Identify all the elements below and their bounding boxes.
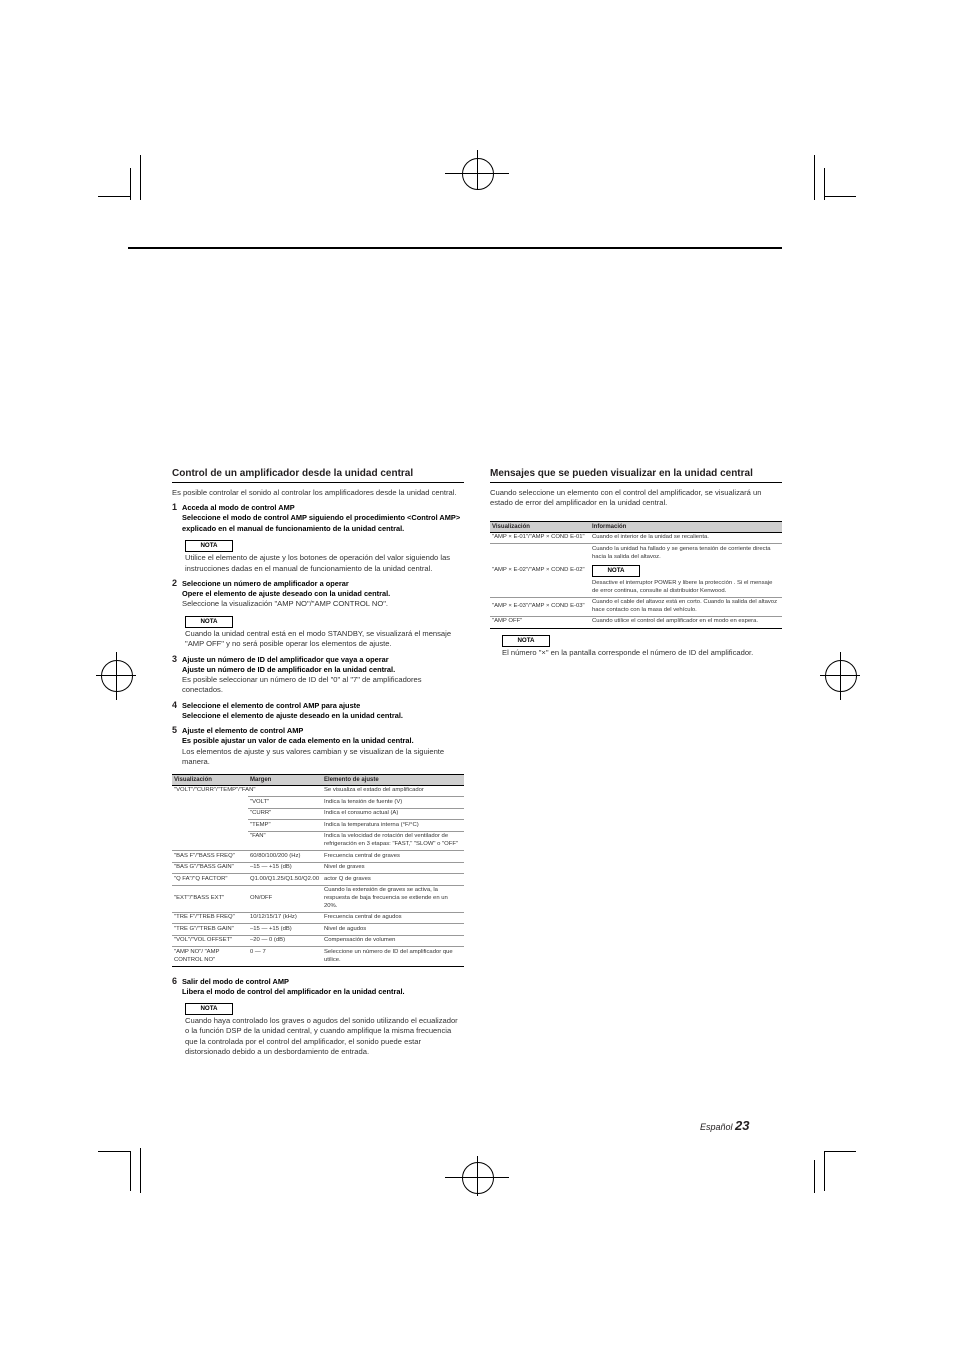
step-1: [172, 503, 464, 574]
table-header: Visualización: [172, 774, 248, 785]
step-4: [172, 701, 464, 721]
page-footer: [700, 1118, 750, 1133]
step-text: Es posible seleccionar un número de ID del "0" al "7" de amplificadores conectados.: [182, 675, 422, 695]
step-title: Salir del modo de control AMP: [182, 976, 289, 986]
step-title: Seleccione el elemento de control AMP para ajuste: [182, 700, 361, 710]
left-column: [172, 468, 464, 1058]
table-row: "CURR" Indica el consumo actual (A): [172, 808, 464, 820]
step-instruction: Opere el elemento de ajuste deseado con la unidad central.: [182, 589, 391, 599]
step-number: 3: [172, 653, 178, 664]
step-title: Seleccione un número de amplificador a operar: [182, 579, 349, 589]
step-2: [172, 579, 464, 650]
nota-label: NOTA: [185, 616, 233, 628]
step-instruction: Seleccione el modo de control AMP siguiendo el procedimiento <Control AMP> explicado en el manual de funcionamiento de la unidad central.: [182, 513, 461, 533]
table-row: "AMP × E-03"/"AMP × COND E-03" Cuando el cable del altavoz está en corto. Cuando la salida del altavoz hace contacto con la masa del vehículo.: [490, 597, 782, 616]
table-row: "FAN" Indica la velocidad de rotación del ventilador de refrigeración en 3 etapas: "FAST," "SLOW" o "OFF": [172, 831, 464, 850]
table-row: "VOL"/"VOL OFFSET" –20 — 0 (dB) Compensación de volumen: [172, 935, 464, 947]
table-header: Margen: [248, 774, 322, 785]
step-title: Acceda al modo de control AMP: [182, 503, 295, 513]
messages-table: [490, 521, 782, 629]
table-header: Información: [590, 521, 782, 532]
step-instruction: Es posible ajustar un valor de cada elemento en la unidad central.: [182, 736, 414, 746]
page-number: 23: [735, 1118, 750, 1133]
table-row: "AMP × E-01"/"AMP × COND E-01" Cuando el interior de la unidad se recalienta.: [492, 534, 709, 541]
step-number: 2: [172, 578, 178, 589]
step-number: 4: [172, 699, 178, 710]
step-5: [172, 726, 464, 767]
header-rule: [128, 247, 782, 249]
note-text: El número "×" en la pantalla corresponde el número de ID del amplificador.: [502, 647, 754, 657]
note-text: Utilice el elemento de ajuste y los botones de operación del valor siguiendo las instrucciones dadas en el manual de funcionamiento de la unidad central.: [185, 553, 451, 573]
step-6: [172, 977, 464, 1058]
nota-label: NOTA: [592, 565, 640, 577]
table-row: "TRE F"/"TREB FREQ" 10/12/15/17 (kHz) Frecuencia central de agudos: [172, 912, 464, 924]
intro-text: Es posible controlar el sonido al controlar los amplificadores desde la unidad central.: [172, 488, 457, 497]
step-number: 5: [172, 725, 178, 736]
step-text: Los elementos de ajuste y sus valores cambian y se visualizan de la siguiente manera.: [182, 746, 445, 767]
nota-label: NOTA: [502, 635, 550, 647]
table-row: "TRE G"/"TREB GAIN" –15 — +15 (dB) Nivel de agudos: [172, 924, 464, 936]
settings-table: [172, 774, 464, 967]
table-header: Elemento de ajuste: [322, 774, 464, 785]
step-text: Seleccione la visualización "AMP NO"/"AMP CONTROL NO".: [182, 599, 389, 609]
table-row: "AMP NO"/ "AMP CONTROL NO" 0 — 7 Seleccione un número de ID del amplificador que utilice.: [172, 947, 464, 966]
right-column: [490, 468, 782, 658]
table-row: "BAS F"/"BASS FREQ" 60/80/100/200 (Hz) Frecuencia central de graves: [172, 851, 464, 863]
table-row: "VOLT"/"CURR"/"TEMP"/"FAN" Se visualiza el estado del amplificador: [174, 787, 424, 793]
step-number: 1: [172, 502, 178, 513]
step-number: 6: [172, 975, 178, 986]
note-text: Cuando haya controlado los graves o agudos del sonido utilizando el ecualizador o la función DSP de la unidad central, y cuando amplifique la misma frecuencia que la controlada por el control del amplificador, el sonido puede estar distorsionado debido a un desbordamiento de entrada.: [185, 1016, 458, 1057]
intro-text: Cuando seleccione un elemento con el control del amplificador, se visualizará un estado de error del amplificador en la unidad central.: [490, 488, 762, 508]
section-title: Mensajes que se pueden visualizar en la unidad central: [490, 468, 782, 483]
table-row: "AMP × E-02"/"AMP × COND E-02" Cuando la unidad ha fallado y se genera tensión de corriente directa hacia la salida del altavoz. NOTA Desactive el interruptor POWER y libere la protección . Si el mensaje de error continua, consulte al distribuidor Kenwood.: [490, 544, 782, 597]
table-row: "EXT"/"BASS EXT" ON/OFF Cuando la extensión de graves se activa, la respuesta de baja frecuencia se extiende en un 20%.: [172, 885, 464, 912]
step-instruction: Ajuste un número de ID de amplificador en la unidad central.: [182, 664, 396, 674]
step-3: [172, 655, 464, 696]
table-row: "VOLT" Indica la tensión de fuente (V): [172, 797, 464, 809]
table-header: Visualización: [490, 521, 590, 532]
note-text: Cuando la unidad central está en el modo STANDBY, se visualizará el mensaje "AMP OFF" y no será posible operar los elementos de ajuste.: [185, 628, 452, 649]
step-title: Ajuste el elemento de control AMP: [182, 726, 304, 736]
step-instruction: Seleccione el elemento de ajuste deseado en la unidad central.: [182, 710, 403, 720]
footer-language: Español: [700, 1122, 733, 1132]
step-instruction: Libera el modo de control del amplificador en la unidad central.: [182, 986, 405, 996]
table-row: "AMP OFF" Cuando utilice el control del amplificador en el modo en espera.: [490, 616, 782, 628]
table-row: "Q FA"/"Q FACTOR" Q1.00/Q1.25/Q1.50/Q2.00 actor Q de graves: [172, 874, 464, 886]
section-title: Control de un amplificador desde la unidad central: [172, 468, 464, 483]
table-row: "TEMP" Indica la temperatura interna (°F/°C): [172, 820, 464, 832]
table-row: "BAS G"/"BASS GAIN" –15 — +15 (dB) Nivel de graves: [172, 862, 464, 874]
nota-label: NOTA: [185, 1003, 233, 1015]
step-title: Ajuste un número de ID del amplificador que vaya a operar: [182, 654, 389, 664]
nota-label: NOTA: [185, 540, 233, 552]
